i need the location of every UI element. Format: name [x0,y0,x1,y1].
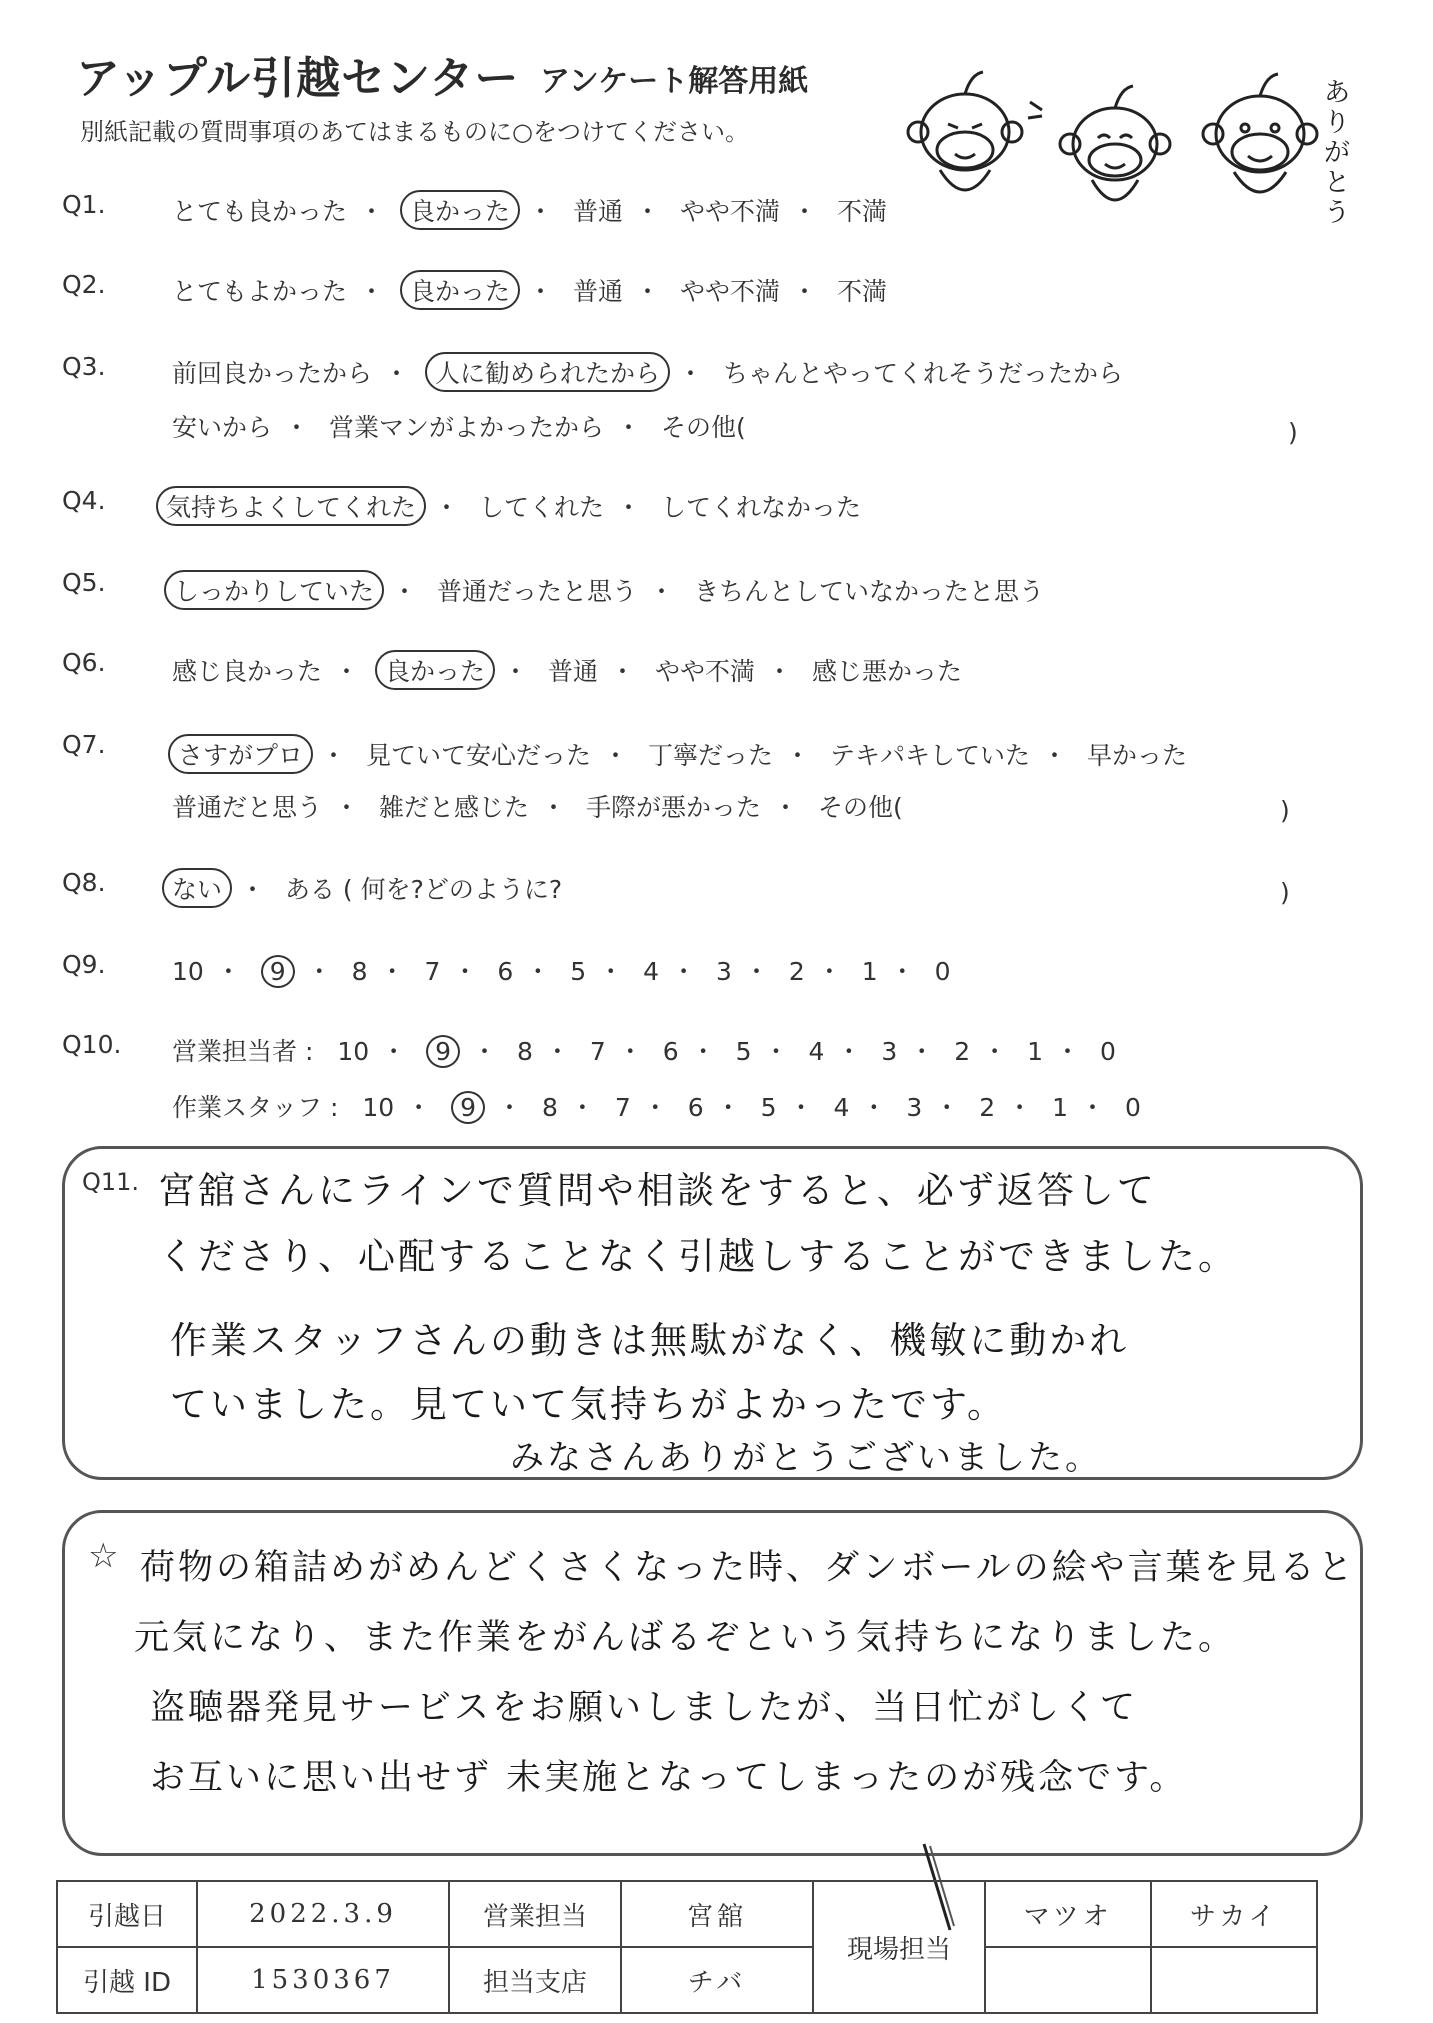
q11-comment-line: みなさんありがとうございました。 [510,1438,1102,1478]
extra-comment-line: 荷物の箱詰めがめんどくさくなった時、ダンボールの絵や言葉を見ると [140,1548,1356,1588]
q6-option[interactable]: 感じ良かった [172,657,323,686]
q10-staff-score[interactable]: 1 [1052,1093,1069,1122]
q10-sales-label: 営業担当者 : [172,1037,314,1066]
q2-option[interactable]: 普通 [572,277,623,306]
site-staff-value[interactable]: マツオ [985,1881,1151,1947]
q9-score[interactable]: 8 [351,957,368,986]
q10-sales-score[interactable]: 3 [881,1037,898,1066]
q10-sales-score[interactable]: 6 [662,1037,679,1066]
q9-label: Q9. [62,950,106,979]
q11-comment-line: くださり、心配することなく引越しすることができました。 [158,1235,1238,1278]
q10-staff-score[interactable]: 0 [1124,1093,1141,1122]
move-date-label: 引越日 [57,1881,197,1947]
q4-option[interactable]: してくれた [478,493,604,522]
instructions: 別紙記載の質問事項のあてはまるものに○をつけてください。 [80,118,749,146]
q2-option[interactable]: やや不満 [679,277,780,306]
q7-label: Q7. [62,730,106,759]
site-staff-label: 現場担当 [813,1881,985,2013]
q3-option[interactable]: 前回良かったから [172,359,373,388]
q8-option[interactable]: ある ( 何を?どのように? [284,875,563,904]
q9-score[interactable]: 5 [570,957,587,986]
q11-comment-line: ていました。見ていて気持ちがよかったです。 [170,1383,1008,1426]
q1-option[interactable]: 不満 [836,197,887,226]
q10-sales-score[interactable]: 7 [589,1037,606,1066]
q9-score[interactable]: 2 [788,957,805,986]
q1-option[interactable]: やや不満 [679,197,780,226]
q7-option[interactable]: 見ていて安心だった [365,741,591,770]
q9-scale: 10 ・ 9 ・ 8 ・ 7 ・ 6 ・ 5 ・ 4 ・ 3 ・ 2 ・ 1 ・ 0 [172,957,951,986]
q11-comment-line: 宮舘さんにラインで質問や相談をすると、必ず返答して [158,1169,1157,1212]
q6-option[interactable]: 感じ悪かった [811,657,962,686]
q3-close-paren: ) [1288,418,1298,447]
branch-label: 担当支店 [449,1947,621,2013]
q7-option[interactable]: テキパキしていた [829,741,1030,770]
q9-score[interactable]: 1 [861,957,878,986]
q6-label: Q6. [62,648,106,677]
q5-option-circled[interactable]: しっかりしていた [164,570,384,610]
extra-comment-line: お互いに思い出せず 未実施となってしまったのが残念です。 [150,1758,1188,1798]
q10-sales-score[interactable]: 1 [1027,1037,1044,1066]
q10-sales-score[interactable]: 10 [337,1037,370,1066]
q10-staff-score[interactable]: 10 [362,1093,395,1122]
q10-staff-scale: 作業スタッフ : 10 ・ 9 ・ 8 ・ 7 ・ 6 ・ 5 ・ 4 ・ 3 ・ 2 ・ 1 ・ 0 [172,1088,1141,1124]
q2-label: Q2. [62,270,106,299]
site-staff-empty-cell[interactable] [985,1947,1151,2013]
extra-comment-line: 盗聴器発見サービスをお願いしましたが、当日忙がしくて [150,1688,1139,1728]
q3-option[interactable]: 安いから [172,413,273,442]
form-subtitle: アンケート解答用紙 [540,64,809,99]
q10-sales-score[interactable]: 8 [516,1037,533,1066]
q5-label: Q5. [62,568,106,597]
q10-sales-score-circled[interactable]: 9 [426,1035,460,1068]
q3-option[interactable]: 営業マンがよかったから [328,413,604,442]
q1-option[interactable]: 普通 [572,197,623,226]
q4-option[interactable]: してくれなかった [660,493,861,522]
q7-close-paren: ) [1280,796,1290,825]
q1-options: とても良かった ・ 良かった ・ 普通 ・ やや不満 ・ 不満 [172,190,887,230]
move-id-value[interactable]: 1530367 [197,1947,449,2013]
q7-option[interactable]: 手際が悪かった [585,793,761,822]
q2-option[interactable]: 不満 [836,277,887,306]
thanks-vertical-text: ありがとう [1324,78,1351,228]
q9-score[interactable]: 10 [172,957,204,986]
star-icon: ☆ [88,1536,119,1576]
q9-score[interactable]: 6 [497,957,514,986]
q10-sales-scale: 営業担当者 : 10 ・ 9 ・ 8 ・ 7 ・ 6 ・ 5 ・ 4 ・ 3 ・ 2 ・ 1 ・ 0 [172,1032,1116,1068]
q9-score[interactable]: 0 [934,957,951,986]
q7-option[interactable]: 丁寧だった [647,741,773,770]
q4-options: 気持ちよくしてくれた ・ してくれた ・ してくれなかった [160,486,861,526]
sales-rep-value[interactable]: 宮舘 [621,1881,813,1947]
q6-option[interactable]: やや不満 [654,657,755,686]
q10-staff-score[interactable]: 2 [979,1093,996,1122]
q9-score-circled[interactable]: 9 [261,955,295,988]
q10-sales-score[interactable]: 5 [735,1037,752,1066]
q10-staff-score[interactable]: 3 [906,1093,923,1122]
site-staff-empty-cell[interactable] [1151,1947,1317,2013]
q1-label: Q1. [62,190,106,219]
move-id-label: 引越 ID [57,1947,197,2013]
q10-sales-score[interactable]: 2 [954,1037,971,1066]
move-info-table [56,1880,1318,2014]
q7-options-line2: 普通だと思う ・ 雑だと感じた ・ 手際が悪かった ・ その他( [172,788,903,824]
q9-score[interactable]: 7 [424,957,441,986]
q10-staff-score[interactable]: 8 [541,1093,558,1122]
q3-option[interactable]: ちゃんとやってくれそうだったから [722,359,1123,388]
q7-option[interactable]: 普通だと思う [172,793,323,822]
q7-option[interactable]: 早かった [1086,741,1187,770]
q10-sales-score[interactable]: 4 [808,1037,825,1066]
q4-option-circled[interactable]: 気持ちよくしてくれた [156,486,426,526]
q9-score[interactable]: 4 [643,957,660,986]
q10-staff-score[interactable]: 7 [614,1093,631,1122]
q10-label: Q10. [62,1030,122,1059]
sales-rep-label: 営業担当 [449,1881,621,1947]
q6-option[interactable]: 普通 [547,657,598,686]
site-staff-value[interactable]: サカイ [1151,1881,1317,1947]
q8-option-circled[interactable]: ない [162,868,232,908]
q7-option-circled[interactable]: さすがプロ [168,734,313,774]
form-title: アップル引越センター [76,53,520,104]
q7-option-other[interactable]: その他( [817,793,903,822]
q10-staff-score[interactable]: 4 [833,1093,850,1122]
monkey-mascots-illustration [900,52,1340,237]
q1-option[interactable]: とても良かった [172,197,348,226]
q11-label: Q11. [82,1168,140,1196]
q2-option[interactable]: とてもよかった [172,277,348,306]
q5-option[interactable]: 普通だったと思う [436,577,637,606]
q8-options: ない ・ ある ( 何を?どのように? [166,868,562,908]
q3-option-circled[interactable]: 人に勧められたから [425,352,670,392]
q6-option-circled[interactable]: 良かった [375,650,495,690]
q10-staff-score[interactable]: 6 [687,1093,704,1122]
branch-value[interactable]: チバ [621,1947,813,2013]
q2-options: とてもよかった ・ 良かった ・ 普通 ・ やや不満 ・ 不満 [172,270,887,310]
q7-options-line1: さすがプロ ・ 見ていて安心だった ・ 丁寧だった ・ テキパキしていた ・ 早かった [172,734,1187,774]
q2-option-circled[interactable]: 良かった [400,270,520,310]
q4-label: Q4. [62,486,106,515]
q1-option-circled[interactable]: 良かった [400,190,520,230]
q8-close-paren: ) [1280,878,1290,907]
q10-staff-label: 作業スタッフ : [172,1093,339,1122]
q5-option[interactable]: きちんとしていなかったと思う [693,577,1044,606]
q10-sales-score[interactable]: 0 [1099,1037,1116,1066]
move-date-value[interactable]: 2022.3.9 [197,1881,449,1947]
q10-staff-score[interactable]: 5 [760,1093,777,1122]
q9-score[interactable]: 3 [716,957,732,986]
q11-comment-line: 作業スタッフさんの動きは無駄がなく、機敏に動かれ [170,1319,1130,1362]
q3-label: Q3. [62,352,106,381]
q3-options-line2: 安いから ・ 営業マンがよかったから ・ その他( [172,408,746,444]
q3-option-other[interactable]: その他( [660,413,746,442]
q7-option[interactable]: 雑だと感じた [378,793,529,822]
q5-options: しっかりしていた ・ 普通だったと思う ・ きちんとしていなかったと思う [168,570,1044,610]
q6-options: 感じ良かった ・ 良かった ・ 普通 ・ やや不満 ・ 感じ悪かった [172,650,962,690]
extra-comment-line: 元気になり、また作業をがんばるぞという気持ちになりました。 [134,1618,1237,1658]
q8-label: Q8. [62,868,106,897]
q10-staff-score-circled[interactable]: 9 [451,1091,485,1124]
q3-options-line1: 前回良かったから ・ 人に勧められたから ・ ちゃんとやってくれそうだったから [172,352,1123,392]
